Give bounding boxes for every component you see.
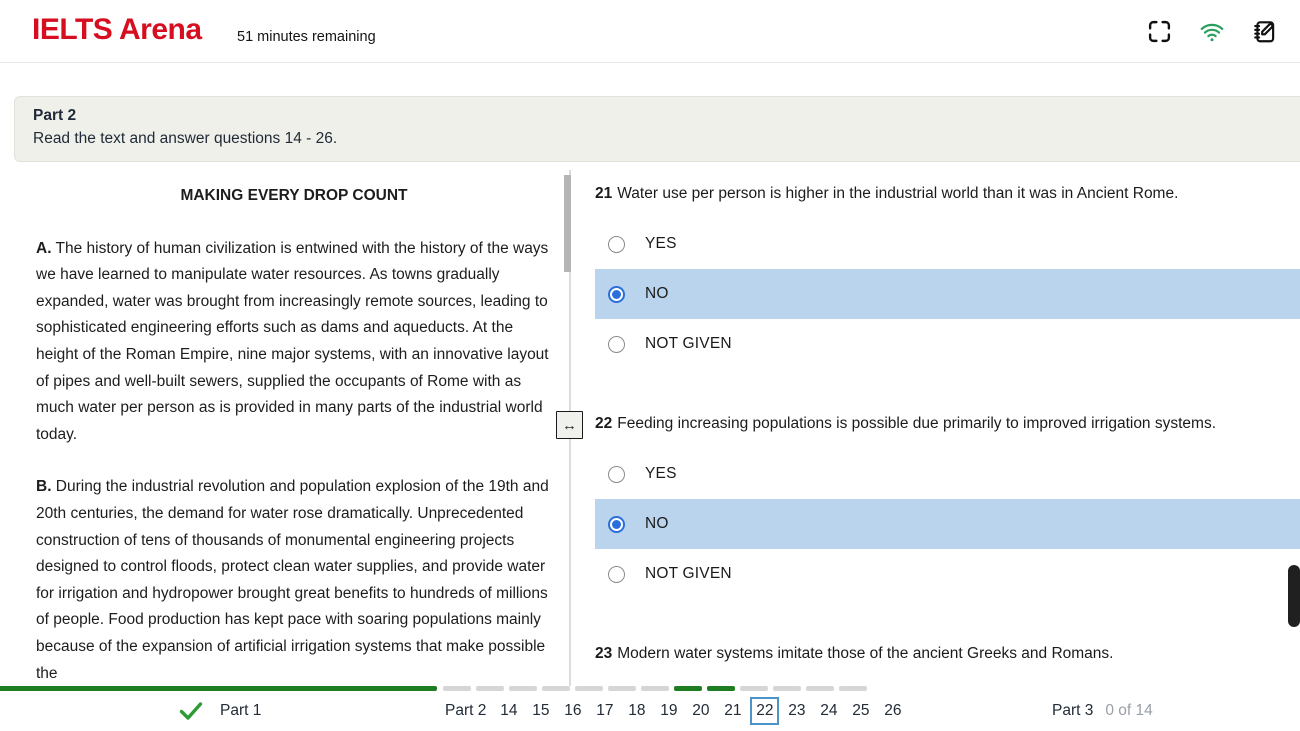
app-header (0, 0, 1300, 63)
bottom-navigation (0, 686, 1300, 731)
nav-question-25[interactable]: 25 (852, 702, 870, 719)
nav-part3[interactable] (1052, 691, 1153, 731)
option-label: YES (645, 235, 677, 252)
option-yes[interactable] (595, 219, 1300, 269)
option-label: YES (645, 465, 677, 482)
option-yes[interactable] (595, 679, 1300, 686)
questions-scrollbar-thumb[interactable] (1288, 565, 1300, 627)
paragraph-label: B. (36, 478, 52, 496)
passage-title: MAKING EVERY DROP COUNT (180, 187, 408, 204)
radio-button[interactable] (608, 336, 625, 353)
part3-label: Part 3 (1052, 702, 1094, 719)
panel-resize-handle[interactable] (556, 411, 583, 439)
check-icon (179, 701, 203, 721)
question-23 (595, 630, 1300, 686)
question-number: 23 (595, 645, 613, 662)
nav-question-23[interactable]: 23 (788, 702, 806, 719)
part-banner (14, 96, 1300, 162)
option-no[interactable] (595, 499, 1300, 549)
nav-question-14[interactable]: 14 (500, 702, 518, 719)
question-text (595, 170, 1300, 204)
main-content (0, 170, 1300, 686)
reading-passage (36, 170, 552, 686)
radio-button[interactable] (608, 516, 625, 533)
part3-progress: 0 of 14 (1105, 702, 1153, 719)
nav-part1[interactable] (179, 691, 261, 731)
radio-button[interactable] (608, 466, 625, 483)
paragraph-text: The history of human civilization is entwined with the history of the ways we have learned to manipulate water resources. As towns gradually expanded, water was brought from increasingly remote sources, leading to sophisticated engineering efforts such as dams and aqueducts. At the height of the Roman Empire, nine major systems, with an innovative layout of pipes and well-built sewers, supplied the occupants of Rome with as much water per person as is provided in many parts of the industrial world today. (36, 239, 549, 443)
part-banner-title: Part 2 (33, 107, 77, 124)
part-banner-instruction: Read the text and answer questions 14 - 26. (33, 130, 338, 147)
nav-question-16[interactable]: 16 (564, 702, 582, 719)
question-text (595, 630, 1300, 664)
fullscreen-icon[interactable] (1146, 18, 1172, 44)
option-label: NO (645, 515, 669, 532)
nav-question-18[interactable]: 18 (628, 702, 646, 719)
nav-question-15[interactable]: 15 (532, 702, 550, 719)
question-statement: Water use per person is higher in the industrial world than it was in Ancient Rome. (617, 185, 1179, 202)
options-group (595, 679, 1300, 686)
paragraph-text: During the industrial revolution and population explosion of the 19th and 20th centuries, the demand for water rose dramatically. Unprecedented construction of tens of thousands of monumental engineering projects designed to control floods, protect clean water supplies, and provide water for irrigation and hydropower brought great benefits to hundreds of millions of people. Food production has kept pace with soaring populations mainly because of the expansion of artificial irrigation systems that make possible the (36, 478, 549, 682)
resize-arrows-icon: ↔ (562, 416, 577, 434)
option-no[interactable] (595, 269, 1300, 319)
radio-button[interactable] (608, 236, 625, 253)
question-number: 21 (595, 185, 613, 202)
nav-question-19[interactable]: 19 (660, 702, 678, 719)
part1-label: Part 1 (220, 702, 262, 719)
wifi-icon (1199, 18, 1225, 44)
option-label: NOT GIVEN (645, 335, 732, 352)
option-not-given[interactable] (595, 319, 1300, 369)
app-logo: IELTS Arena (32, 13, 202, 46)
options-group (595, 219, 1300, 369)
option-not-given[interactable] (595, 549, 1300, 599)
passage-paragraph-b (36, 474, 552, 686)
options-group (595, 449, 1300, 599)
nav-question-26[interactable]: 26 (884, 702, 902, 719)
part2-label: Part 2 (445, 702, 487, 719)
nav-question-24[interactable]: 24 (820, 702, 838, 719)
option-label: NO (645, 285, 669, 302)
notes-edit-icon[interactable] (1252, 18, 1278, 44)
question-text (595, 400, 1300, 434)
nav-question-22[interactable]: 22 (756, 702, 774, 719)
question-statement: Feeding increasing populations is possible due primarily to improved irrigation systems. (617, 415, 1217, 432)
passage-paragraph-a (36, 236, 552, 449)
radio-button[interactable] (608, 566, 625, 583)
radio-button[interactable] (608, 286, 625, 303)
nav-part2 (445, 691, 902, 731)
nav-question-21[interactable]: 21 (724, 702, 742, 719)
option-label: NOT GIVEN (645, 565, 732, 582)
questions-panel (595, 170, 1300, 686)
question-statement: Modern water systems imitate those of the ancient Greeks and Romans. (617, 645, 1114, 662)
nav-question-20[interactable]: 20 (692, 702, 710, 719)
paragraph-label: A. (36, 239, 52, 257)
nav-question-17[interactable]: 17 (596, 702, 614, 719)
option-yes[interactable] (595, 449, 1300, 499)
question-21 (595, 170, 1300, 369)
nav-row (0, 691, 1300, 731)
question-number: 22 (595, 415, 613, 432)
header-icons (1146, 18, 1278, 44)
question-22 (595, 400, 1300, 599)
time-remaining: 51 minutes remaining (237, 29, 376, 45)
passage-scrollbar-thumb[interactable] (564, 175, 571, 272)
